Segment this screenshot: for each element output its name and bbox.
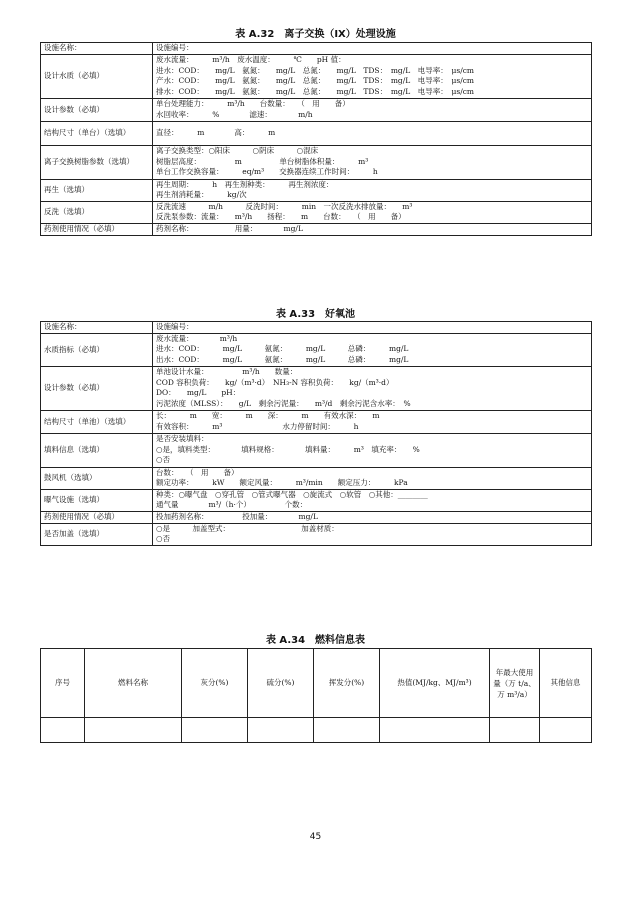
- header-fuel-name: 燃料名称: [85, 649, 182, 718]
- row-label: 设施名称：: [41, 322, 153, 334]
- field-line: 单池设计水量： m³/h 数量：: [156, 367, 298, 376]
- row-fields[interactable]: [153, 145, 592, 179]
- row-label: 结构尺寸（单台）（选填）: [41, 121, 153, 145]
- form-row: [41, 366, 592, 410]
- row-fields[interactable]: [153, 98, 592, 121]
- field-line: 离子交换类型：○阳床 ○阴床 ○混床: [156, 146, 319, 156]
- field-line: 废水流量： m³/h: [156, 333, 238, 343]
- header-annual-max: 年最大使用量（万 t/a、万 m³/a）: [490, 649, 540, 718]
- field-line: ○否: [156, 455, 171, 465]
- header-seq: 序号: [41, 649, 85, 718]
- field-line: 再生剂消耗量： kg/次: [156, 190, 247, 199]
- row-fields[interactable]: [153, 121, 592, 145]
- header-other: 其他信息: [540, 649, 592, 718]
- field-line: 直径： m 高： m: [156, 127, 276, 137]
- row-label: 药剂使用情况（必填）: [41, 511, 153, 523]
- field-line: 反洗泵参数：流量： m³/h 扬程： m 台数： （ 用 备）: [156, 212, 406, 221]
- cell-empty[interactable]: [380, 718, 490, 743]
- table-a33: [40, 321, 592, 546]
- table-a34-header-row: [41, 649, 592, 718]
- row-fields[interactable]: [153, 511, 592, 523]
- row-label: 填料信息（选填）: [41, 433, 153, 467]
- row-label: 设计参数（必填）: [41, 98, 153, 121]
- table-a34-empty-row: [41, 718, 592, 743]
- field-line: 污泥浓度（MLSS）： g/L 剩余污泥量： m³/d 剩余污泥含水率： %: [156, 398, 411, 408]
- row-fields[interactable]: [153, 366, 592, 410]
- field-line: 投加药剂名称： 投加量： mg/L: [156, 511, 318, 521]
- form-row: [41, 43, 592, 55]
- row-label: 设计参数（必填）: [41, 366, 153, 410]
- field-line: ○是 加盖型式： 加盖材质：: [156, 523, 339, 533]
- field-line: 设施编号：: [156, 43, 194, 52]
- field-line: ○是，填料类型： 填料规格： 填料量： m³ 填充率： %: [156, 444, 420, 454]
- field-line: 额定功率： kW 额定风量： m³/min 额定压力： kPa: [156, 478, 408, 487]
- field-line: 进水：COD： mg/L 氨氮： mg/L 总磷： mg/L: [156, 344, 409, 354]
- cell-empty[interactable]: [540, 718, 592, 743]
- table-a34: [40, 648, 592, 743]
- cell-empty[interactable]: [248, 718, 314, 743]
- field-line: 台数： （ 用 备）: [156, 467, 239, 477]
- row-fields[interactable]: [153, 467, 592, 489]
- form-row: [41, 121, 592, 145]
- form-row: [41, 410, 592, 433]
- row-fields[interactable]: [153, 489, 592, 511]
- field-line: DO： mg/L pH：: [156, 388, 241, 397]
- row-label: 曝气设施（选填）: [41, 489, 153, 511]
- form-row: [41, 489, 592, 511]
- row-label: 是否加盖（选填）: [41, 523, 153, 545]
- form-row: [41, 322, 592, 334]
- table-a34-title: 表 A.34 燃料信息表: [265, 635, 366, 646]
- field-line: 废水流量： m³/h 废水温度： ℃ pH 值：: [156, 55, 346, 64]
- field-line: COD 容积负荷： kg/（m³·d） NH₃-N 容积负荷： kg/（m³·d）: [156, 377, 394, 387]
- field-line: 种类：○曝气盘 ○穿孔管 ○管式曝气器 ○旋流式 ○软管 ○其他：________: [156, 489, 428, 499]
- cell-empty[interactable]: [41, 718, 85, 743]
- row-fields[interactable]: [153, 201, 592, 223]
- form-row: [41, 223, 592, 235]
- field-line: 树脂层高度： m 单台树脂体积量： m³: [156, 156, 369, 166]
- row-fields[interactable]: [153, 523, 592, 545]
- form-row: [41, 145, 592, 179]
- row-fields[interactable]: [153, 54, 592, 98]
- table-a33-title: 表 A.33 好氧池: [275, 309, 356, 320]
- row-fields[interactable]: [153, 322, 592, 334]
- row-label: 设计水质（必填）: [41, 54, 153, 98]
- form-row: [41, 201, 592, 223]
- form-row: [41, 523, 592, 545]
- field-line: 通气量 m³/（h·个） 个数：: [156, 500, 308, 509]
- field-line: 长： m 宽： m 深： m 有效水深： m: [156, 411, 380, 420]
- cell-empty[interactable]: [314, 718, 380, 743]
- form-row: [41, 179, 592, 201]
- row-label: 再生（选填）: [41, 179, 153, 201]
- header-ash: 灰分(%): [182, 649, 248, 718]
- form-row: [41, 433, 592, 467]
- field-line: 有效容积： m³ 水力停留时间： h: [156, 421, 359, 431]
- form-row: [41, 333, 592, 366]
- row-fields[interactable]: [153, 179, 592, 201]
- field-line: 进水：COD： mg/L 氨氮： mg/L 总氮： mg/L TDS： mg/L 电导率： μs/cm: [156, 65, 475, 75]
- field-line: 排水：COD： mg/L 氨氮： mg/L 总氮： mg/L TDS： mg/L 电导率： μs/cm: [156, 86, 475, 96]
- field-line: 水回收率： % 滤速： m/h: [156, 109, 313, 119]
- table-a32-title: 表 A.32 离子交换（IX）处理设施: [235, 29, 396, 40]
- row-label: 离子交换树脂参数（选填）: [41, 145, 153, 179]
- header-heat-value: 热值(MJ/kg、MJ/m³): [380, 649, 490, 718]
- row-label: 水质指标（必填）: [41, 333, 153, 366]
- cell-empty[interactable]: [490, 718, 540, 743]
- page-number: 45: [309, 832, 322, 842]
- field-line: 单台处理能力： m³/h 台数量： （ 用 备）: [156, 99, 350, 108]
- form-row: [41, 54, 592, 98]
- form-row: [41, 467, 592, 489]
- row-fields[interactable]: [153, 223, 592, 235]
- field-line: 产水：COD： mg/L 氨氮： mg/L 总氮： mg/L TDS： mg/L 电导率： μs/cm: [156, 76, 475, 85]
- header-volatile: 挥发分(%): [314, 649, 380, 718]
- row-fields[interactable]: [153, 433, 592, 467]
- field-line: 出水：COD： mg/L 氨氮： mg/L 总磷： mg/L: [156, 354, 409, 364]
- form-row: [41, 511, 592, 523]
- row-fields[interactable]: [153, 43, 592, 55]
- table-a32: [40, 42, 592, 236]
- row-label: 鼓风机（选填）: [41, 467, 153, 489]
- row-fields[interactable]: [153, 410, 592, 433]
- row-label: 反洗（选填）: [41, 201, 153, 223]
- header-sulfur: 硫分(%): [248, 649, 314, 718]
- cell-empty[interactable]: [182, 718, 248, 743]
- row-fields[interactable]: [153, 333, 592, 366]
- row-label: 结构尺寸（单池）（选填）: [41, 410, 153, 433]
- field-line: 是否安装填料：: [156, 434, 209, 444]
- field-line: 药剂名称： 用量： mg/L: [156, 223, 303, 233]
- field-line: ○否: [156, 534, 171, 543]
- field-line: 设施编号：: [156, 322, 194, 331]
- form-row: [41, 98, 592, 121]
- field-line: 单台工作交换容量： eq/m³ 交换器连续工作时间： h: [156, 167, 378, 177]
- row-label: 药剂使用情况（必填）: [41, 223, 153, 235]
- field-line: 反洗流速 m/h 反洗时间： min 一次反洗水排放量： m³: [156, 201, 413, 211]
- cell-empty[interactable]: [85, 718, 182, 743]
- field-line: 再生周期： h 再生剂种类： 再生剂浓度：: [156, 179, 334, 189]
- row-label: 设施名称：: [41, 43, 153, 55]
